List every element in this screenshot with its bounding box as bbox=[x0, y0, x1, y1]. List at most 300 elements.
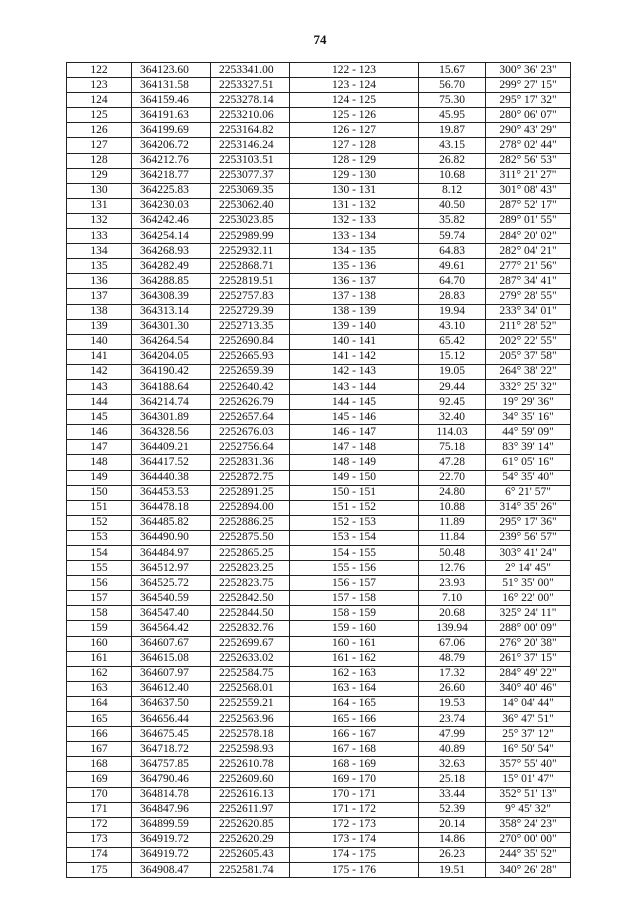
segment-cell: 125 - 126 bbox=[290, 108, 419, 123]
x-coordinate-cell: 364159.46 bbox=[132, 93, 211, 108]
y-coordinate-cell: 2252578.18 bbox=[211, 727, 290, 742]
length-cell: 20.68 bbox=[419, 606, 486, 621]
point-number-cell: 175 bbox=[67, 862, 132, 877]
point-number-cell: 165 bbox=[67, 712, 132, 727]
y-coordinate-cell: 2253164.82 bbox=[211, 123, 290, 138]
bearing-cell: 9° 45' 32" bbox=[486, 802, 571, 817]
length-cell: 114.03 bbox=[419, 425, 486, 440]
segment-cell: 173 - 174 bbox=[290, 832, 419, 847]
x-coordinate-cell: 364540.59 bbox=[132, 591, 211, 606]
x-coordinate-cell: 364490.90 bbox=[132, 530, 211, 545]
table-row bbox=[67, 395, 571, 410]
y-coordinate-cell: 2252611.97 bbox=[211, 802, 290, 817]
y-coordinate-cell: 2252633.02 bbox=[211, 651, 290, 666]
segment-cell: 145 - 146 bbox=[290, 410, 419, 425]
bearing-cell: 264° 38' 22" bbox=[486, 364, 571, 379]
length-cell: 19.94 bbox=[419, 304, 486, 319]
x-coordinate-cell: 364190.42 bbox=[132, 364, 211, 379]
table-row bbox=[67, 681, 571, 696]
point-number-cell: 139 bbox=[67, 319, 132, 334]
bearing-cell: 295° 17' 32" bbox=[486, 93, 571, 108]
point-number-cell: 152 bbox=[67, 515, 132, 530]
point-number-cell: 132 bbox=[67, 213, 132, 228]
bearing-cell: 270° 00' 00" bbox=[486, 832, 571, 847]
x-coordinate-cell: 364607.67 bbox=[132, 636, 211, 651]
table-row bbox=[67, 198, 571, 213]
point-number-cell: 146 bbox=[67, 425, 132, 440]
bearing-cell: 280° 06' 07" bbox=[486, 108, 571, 123]
segment-cell: 140 - 141 bbox=[290, 334, 419, 349]
table-row bbox=[67, 319, 571, 334]
table-row bbox=[67, 666, 571, 681]
point-number-cell: 140 bbox=[67, 334, 132, 349]
point-number-cell: 123 bbox=[67, 78, 132, 93]
x-coordinate-cell: 364254.14 bbox=[132, 229, 211, 244]
y-coordinate-cell: 2253210.06 bbox=[211, 108, 290, 123]
length-cell: 19.05 bbox=[419, 364, 486, 379]
y-coordinate-cell: 2252626.79 bbox=[211, 395, 290, 410]
bearing-cell: 357° 55' 40" bbox=[486, 757, 571, 772]
x-coordinate-cell: 364206.72 bbox=[132, 138, 211, 153]
point-number-cell: 141 bbox=[67, 349, 132, 364]
length-cell: 24.80 bbox=[419, 485, 486, 500]
table-row bbox=[67, 274, 571, 289]
table-row bbox=[67, 485, 571, 500]
segment-cell: 142 - 143 bbox=[290, 364, 419, 379]
bearing-cell: 15° 01' 47" bbox=[486, 772, 571, 787]
segment-cell: 170 - 171 bbox=[290, 787, 419, 802]
bearing-cell: 358° 24' 23" bbox=[486, 817, 571, 832]
length-cell: 23.74 bbox=[419, 712, 486, 727]
y-coordinate-cell: 2252568.01 bbox=[211, 681, 290, 696]
segment-cell: 169 - 170 bbox=[290, 772, 419, 787]
point-number-cell: 160 bbox=[67, 636, 132, 651]
x-coordinate-cell: 364230.03 bbox=[132, 198, 211, 213]
y-coordinate-cell: 2252865.25 bbox=[211, 546, 290, 561]
bearing-cell: 44° 59' 09" bbox=[486, 425, 571, 440]
y-coordinate-cell: 2252598.93 bbox=[211, 742, 290, 757]
point-number-cell: 156 bbox=[67, 576, 132, 591]
segment-cell: 166 - 167 bbox=[290, 727, 419, 742]
x-coordinate-cell: 364478.18 bbox=[132, 500, 211, 515]
x-coordinate-cell: 364212.76 bbox=[132, 153, 211, 168]
length-cell: 75.30 bbox=[419, 93, 486, 108]
point-number-cell: 151 bbox=[67, 500, 132, 515]
point-number-cell: 143 bbox=[67, 379, 132, 394]
x-coordinate-cell: 364191.63 bbox=[132, 108, 211, 123]
bearing-cell: 14° 04' 44" bbox=[486, 696, 571, 711]
table-row bbox=[67, 832, 571, 847]
bearing-cell: 83° 39' 14" bbox=[486, 440, 571, 455]
table-row bbox=[67, 364, 571, 379]
y-coordinate-cell: 2252989.99 bbox=[211, 229, 290, 244]
segment-cell: 171 - 172 bbox=[290, 802, 419, 817]
length-cell: 26.60 bbox=[419, 681, 486, 696]
point-number-cell: 171 bbox=[67, 802, 132, 817]
x-coordinate-cell: 364123.60 bbox=[132, 63, 211, 78]
table-row bbox=[67, 561, 571, 576]
table-row bbox=[67, 651, 571, 666]
x-coordinate-cell: 364814.78 bbox=[132, 787, 211, 802]
table-row bbox=[67, 546, 571, 561]
bearing-cell: 352° 51' 13" bbox=[486, 787, 571, 802]
x-coordinate-cell: 364547.40 bbox=[132, 606, 211, 621]
bearing-cell: 340° 26' 28" bbox=[486, 862, 571, 877]
bearing-cell: 239° 56' 57" bbox=[486, 530, 571, 545]
x-coordinate-cell: 364512.97 bbox=[132, 561, 211, 576]
bearing-cell: 34° 35' 16" bbox=[486, 410, 571, 425]
bearing-cell: 205° 37' 58" bbox=[486, 349, 571, 364]
bearing-cell: 284° 49' 22" bbox=[486, 666, 571, 681]
table-row bbox=[67, 153, 571, 168]
point-number-cell: 163 bbox=[67, 681, 132, 696]
segment-cell: 143 - 144 bbox=[290, 379, 419, 394]
table-row bbox=[67, 78, 571, 93]
y-coordinate-cell: 2252819.51 bbox=[211, 274, 290, 289]
point-number-cell: 173 bbox=[67, 832, 132, 847]
point-number-cell: 169 bbox=[67, 772, 132, 787]
x-coordinate-cell: 364485.82 bbox=[132, 515, 211, 530]
x-coordinate-cell: 364204.05 bbox=[132, 349, 211, 364]
bearing-cell: 299° 27' 15" bbox=[486, 78, 571, 93]
y-coordinate-cell: 2252657.64 bbox=[211, 410, 290, 425]
segment-cell: 175 - 176 bbox=[290, 862, 419, 877]
y-coordinate-cell: 2252690.84 bbox=[211, 334, 290, 349]
length-cell: 43.10 bbox=[419, 319, 486, 334]
y-coordinate-cell: 2253278.14 bbox=[211, 93, 290, 108]
x-coordinate-cell: 364264.54 bbox=[132, 334, 211, 349]
table-row bbox=[67, 757, 571, 772]
segment-cell: 144 - 145 bbox=[290, 395, 419, 410]
length-cell: 10.68 bbox=[419, 168, 486, 183]
length-cell: 8.12 bbox=[419, 183, 486, 198]
point-number-cell: 133 bbox=[67, 229, 132, 244]
bearing-cell: 290° 43' 29" bbox=[486, 123, 571, 138]
length-cell: 45.95 bbox=[419, 108, 486, 123]
length-cell: 48.79 bbox=[419, 651, 486, 666]
x-coordinate-cell: 364308.39 bbox=[132, 289, 211, 304]
table-row bbox=[67, 259, 571, 274]
bearing-cell: 284° 20' 02" bbox=[486, 229, 571, 244]
length-cell: 43.15 bbox=[419, 138, 486, 153]
table-row bbox=[67, 425, 571, 440]
x-coordinate-cell: 364847.96 bbox=[132, 802, 211, 817]
table-row bbox=[67, 772, 571, 787]
length-cell: 19.53 bbox=[419, 696, 486, 711]
segment-cell: 135 - 136 bbox=[290, 259, 419, 274]
x-coordinate-cell: 364218.77 bbox=[132, 168, 211, 183]
x-coordinate-cell: 364790.46 bbox=[132, 772, 211, 787]
y-coordinate-cell: 2252894.00 bbox=[211, 500, 290, 515]
bearing-cell: 311° 21' 27" bbox=[486, 168, 571, 183]
y-coordinate-cell: 2252659.39 bbox=[211, 364, 290, 379]
table-row bbox=[67, 802, 571, 817]
segment-cell: 141 - 142 bbox=[290, 349, 419, 364]
bearing-cell: 282° 04' 21" bbox=[486, 244, 571, 259]
point-number-cell: 147 bbox=[67, 440, 132, 455]
table-row bbox=[67, 712, 571, 727]
segment-cell: 147 - 148 bbox=[290, 440, 419, 455]
bearing-cell: 244° 35' 52" bbox=[486, 847, 571, 862]
point-number-cell: 155 bbox=[67, 561, 132, 576]
bearing-cell: 295° 17' 36" bbox=[486, 515, 571, 530]
segment-cell: 156 - 157 bbox=[290, 576, 419, 591]
segment-cell: 138 - 139 bbox=[290, 304, 419, 319]
length-cell: 139.94 bbox=[419, 621, 486, 636]
point-number-cell: 153 bbox=[67, 530, 132, 545]
point-number-cell: 154 bbox=[67, 546, 132, 561]
segment-cell: 151 - 152 bbox=[290, 500, 419, 515]
segment-cell: 134 - 135 bbox=[290, 244, 419, 259]
table-row bbox=[67, 606, 571, 621]
x-coordinate-cell: 364131.58 bbox=[132, 78, 211, 93]
table-row bbox=[67, 63, 571, 78]
y-coordinate-cell: 2252932.11 bbox=[211, 244, 290, 259]
length-cell: 47.99 bbox=[419, 727, 486, 742]
table-row bbox=[67, 455, 571, 470]
segment-cell: 132 - 133 bbox=[290, 213, 419, 228]
segment-cell: 153 - 154 bbox=[290, 530, 419, 545]
bearing-cell: 340° 40' 46" bbox=[486, 681, 571, 696]
bearing-cell: 16° 22' 00" bbox=[486, 591, 571, 606]
point-number-cell: 161 bbox=[67, 651, 132, 666]
point-number-cell: 144 bbox=[67, 395, 132, 410]
table-row bbox=[67, 862, 571, 877]
bearing-cell: 289° 01' 55" bbox=[486, 213, 571, 228]
segment-cell: 174 - 175 bbox=[290, 847, 419, 862]
length-cell: 7.10 bbox=[419, 591, 486, 606]
table-row bbox=[67, 440, 571, 455]
segment-cell: 123 - 124 bbox=[290, 78, 419, 93]
bearing-cell: 16° 50' 54" bbox=[486, 742, 571, 757]
length-cell: 20.14 bbox=[419, 817, 486, 832]
y-coordinate-cell: 2252605.43 bbox=[211, 847, 290, 862]
x-coordinate-cell: 364188.64 bbox=[132, 379, 211, 394]
y-coordinate-cell: 2252620.29 bbox=[211, 832, 290, 847]
segment-cell: 130 - 131 bbox=[290, 183, 419, 198]
bearing-cell: 332° 25' 32" bbox=[486, 379, 571, 394]
length-cell: 32.40 bbox=[419, 410, 486, 425]
y-coordinate-cell: 2252713.35 bbox=[211, 319, 290, 334]
x-coordinate-cell: 364637.50 bbox=[132, 696, 211, 711]
point-number-cell: 124 bbox=[67, 93, 132, 108]
y-coordinate-cell: 2252868.71 bbox=[211, 259, 290, 274]
bearing-cell: 300° 36' 23" bbox=[486, 63, 571, 78]
segment-cell: 159 - 160 bbox=[290, 621, 419, 636]
x-coordinate-cell: 364675.45 bbox=[132, 727, 211, 742]
x-coordinate-cell: 364757.85 bbox=[132, 757, 211, 772]
length-cell: 64.83 bbox=[419, 244, 486, 259]
length-cell: 65.42 bbox=[419, 334, 486, 349]
bearing-cell: 19° 29' 36" bbox=[486, 395, 571, 410]
segment-cell: 136 - 137 bbox=[290, 274, 419, 289]
segment-cell: 137 - 138 bbox=[290, 289, 419, 304]
table-row bbox=[67, 500, 571, 515]
point-number-cell: 174 bbox=[67, 847, 132, 862]
point-number-cell: 131 bbox=[67, 198, 132, 213]
bearing-cell: 303° 41' 24" bbox=[486, 546, 571, 561]
y-coordinate-cell: 2252832.76 bbox=[211, 621, 290, 636]
table-row bbox=[67, 289, 571, 304]
y-coordinate-cell: 2252616.13 bbox=[211, 787, 290, 802]
length-cell: 35.82 bbox=[419, 213, 486, 228]
point-number-cell: 135 bbox=[67, 259, 132, 274]
bearing-cell: 233° 34' 01" bbox=[486, 304, 571, 319]
table-row bbox=[67, 470, 571, 485]
segment-cell: 154 - 155 bbox=[290, 546, 419, 561]
bearing-cell: 211° 28' 52" bbox=[486, 319, 571, 334]
table-row bbox=[67, 817, 571, 832]
table-row bbox=[67, 244, 571, 259]
bearing-cell: 287° 34' 41" bbox=[486, 274, 571, 289]
length-cell: 50.48 bbox=[419, 546, 486, 561]
point-number-cell: 129 bbox=[67, 168, 132, 183]
x-coordinate-cell: 364908.47 bbox=[132, 862, 211, 877]
length-cell: 26.23 bbox=[419, 847, 486, 862]
table-row bbox=[67, 591, 571, 606]
segment-cell: 124 - 125 bbox=[290, 93, 419, 108]
table-row bbox=[67, 304, 571, 319]
length-cell: 22.70 bbox=[419, 470, 486, 485]
y-coordinate-cell: 2252584.75 bbox=[211, 666, 290, 681]
segment-cell: 162 - 163 bbox=[290, 666, 419, 681]
segment-cell: 149 - 150 bbox=[290, 470, 419, 485]
y-coordinate-cell: 2252581.74 bbox=[211, 862, 290, 877]
x-coordinate-cell: 364525.72 bbox=[132, 576, 211, 591]
length-cell: 40.50 bbox=[419, 198, 486, 213]
length-cell: 75.18 bbox=[419, 440, 486, 455]
point-number-cell: 164 bbox=[67, 696, 132, 711]
point-number-cell: 166 bbox=[67, 727, 132, 742]
table-row bbox=[67, 108, 571, 123]
x-coordinate-cell: 364301.89 bbox=[132, 410, 211, 425]
point-number-cell: 170 bbox=[67, 787, 132, 802]
table-row bbox=[67, 229, 571, 244]
x-coordinate-cell: 364242.46 bbox=[132, 213, 211, 228]
length-cell: 47.28 bbox=[419, 455, 486, 470]
table-row bbox=[67, 621, 571, 636]
bearing-cell: 25° 37' 12" bbox=[486, 727, 571, 742]
bearing-cell: 279° 28' 55" bbox=[486, 289, 571, 304]
point-number-cell: 125 bbox=[67, 108, 132, 123]
x-coordinate-cell: 364328.56 bbox=[132, 425, 211, 440]
table-row bbox=[67, 123, 571, 138]
length-cell: 59.74 bbox=[419, 229, 486, 244]
x-coordinate-cell: 364417.52 bbox=[132, 455, 211, 470]
segment-cell: 172 - 173 bbox=[290, 817, 419, 832]
bearing-cell: 282° 56' 53" bbox=[486, 153, 571, 168]
table-row bbox=[67, 138, 571, 153]
segment-cell: 157 - 158 bbox=[290, 591, 419, 606]
table-row bbox=[67, 576, 571, 591]
bearing-cell: 54° 35' 40" bbox=[486, 470, 571, 485]
x-coordinate-cell: 364484.97 bbox=[132, 546, 211, 561]
x-coordinate-cell: 364288.85 bbox=[132, 274, 211, 289]
y-coordinate-cell: 2252842.50 bbox=[211, 591, 290, 606]
point-number-cell: 122 bbox=[67, 63, 132, 78]
segment-cell: 155 - 156 bbox=[290, 561, 419, 576]
point-number-cell: 168 bbox=[67, 757, 132, 772]
y-coordinate-cell: 2252875.50 bbox=[211, 530, 290, 545]
length-cell: 52.39 bbox=[419, 802, 486, 817]
segment-cell: 148 - 149 bbox=[290, 455, 419, 470]
length-cell: 11.89 bbox=[419, 515, 486, 530]
length-cell: 23.93 bbox=[419, 576, 486, 591]
bearing-cell: 276° 20' 38" bbox=[486, 636, 571, 651]
segment-cell: 146 - 147 bbox=[290, 425, 419, 440]
length-cell: 25.18 bbox=[419, 772, 486, 787]
point-number-cell: 138 bbox=[67, 304, 132, 319]
table-row bbox=[67, 742, 571, 757]
length-cell: 29.44 bbox=[419, 379, 486, 394]
bearing-cell: 278° 02' 44" bbox=[486, 138, 571, 153]
segment-cell: 150 - 151 bbox=[290, 485, 419, 500]
table-row bbox=[67, 847, 571, 862]
bearing-cell: 277° 21' 56" bbox=[486, 259, 571, 274]
x-coordinate-cell: 364225.83 bbox=[132, 183, 211, 198]
x-coordinate-cell: 364919.72 bbox=[132, 847, 211, 862]
point-number-cell: 136 bbox=[67, 274, 132, 289]
bearing-cell: 51° 35' 00" bbox=[486, 576, 571, 591]
y-coordinate-cell: 2253341.00 bbox=[211, 63, 290, 78]
length-cell: 19.87 bbox=[419, 123, 486, 138]
length-cell: 15.67 bbox=[419, 63, 486, 78]
segment-cell: 167 - 168 bbox=[290, 742, 419, 757]
bearing-cell: 261° 37' 15" bbox=[486, 651, 571, 666]
segment-cell: 152 - 153 bbox=[290, 515, 419, 530]
y-coordinate-cell: 2252831.36 bbox=[211, 455, 290, 470]
x-coordinate-cell: 364199.69 bbox=[132, 123, 211, 138]
y-coordinate-cell: 2252676.03 bbox=[211, 425, 290, 440]
bearing-cell: 61° 05' 16" bbox=[486, 455, 571, 470]
x-coordinate-cell: 364607.97 bbox=[132, 666, 211, 681]
point-number-cell: 149 bbox=[67, 470, 132, 485]
segment-cell: 133 - 134 bbox=[290, 229, 419, 244]
length-cell: 49.61 bbox=[419, 259, 486, 274]
point-number-cell: 157 bbox=[67, 591, 132, 606]
length-cell: 10.88 bbox=[419, 500, 486, 515]
coordinates-table-body bbox=[67, 63, 571, 878]
y-coordinate-cell: 2252640.42 bbox=[211, 379, 290, 394]
table-row bbox=[67, 410, 571, 425]
bearing-cell: 2° 14' 45" bbox=[486, 561, 571, 576]
length-cell: 92.45 bbox=[419, 395, 486, 410]
y-coordinate-cell: 2252620.85 bbox=[211, 817, 290, 832]
x-coordinate-cell: 364453.53 bbox=[132, 485, 211, 500]
length-cell: 14.86 bbox=[419, 832, 486, 847]
x-coordinate-cell: 364313.14 bbox=[132, 304, 211, 319]
bearing-cell: 287° 52' 17" bbox=[486, 198, 571, 213]
page-number: 74 bbox=[313, 32, 327, 47]
x-coordinate-cell: 364409.21 bbox=[132, 440, 211, 455]
table-row bbox=[67, 334, 571, 349]
length-cell: 33.44 bbox=[419, 787, 486, 802]
point-number-cell: 158 bbox=[67, 606, 132, 621]
table-row bbox=[67, 93, 571, 108]
point-number-cell: 128 bbox=[67, 153, 132, 168]
y-coordinate-cell: 2253146.24 bbox=[211, 138, 290, 153]
y-coordinate-cell: 2252823.25 bbox=[211, 561, 290, 576]
segment-cell: 158 - 159 bbox=[290, 606, 419, 621]
table-row bbox=[67, 727, 571, 742]
segment-cell: 164 - 165 bbox=[290, 696, 419, 711]
segment-cell: 127 - 128 bbox=[290, 138, 419, 153]
length-cell: 11.84 bbox=[419, 530, 486, 545]
segment-cell: 165 - 166 bbox=[290, 712, 419, 727]
point-number-cell: 145 bbox=[67, 410, 132, 425]
bearing-cell: 288° 00' 09" bbox=[486, 621, 571, 636]
segment-cell: 131 - 132 bbox=[290, 198, 419, 213]
